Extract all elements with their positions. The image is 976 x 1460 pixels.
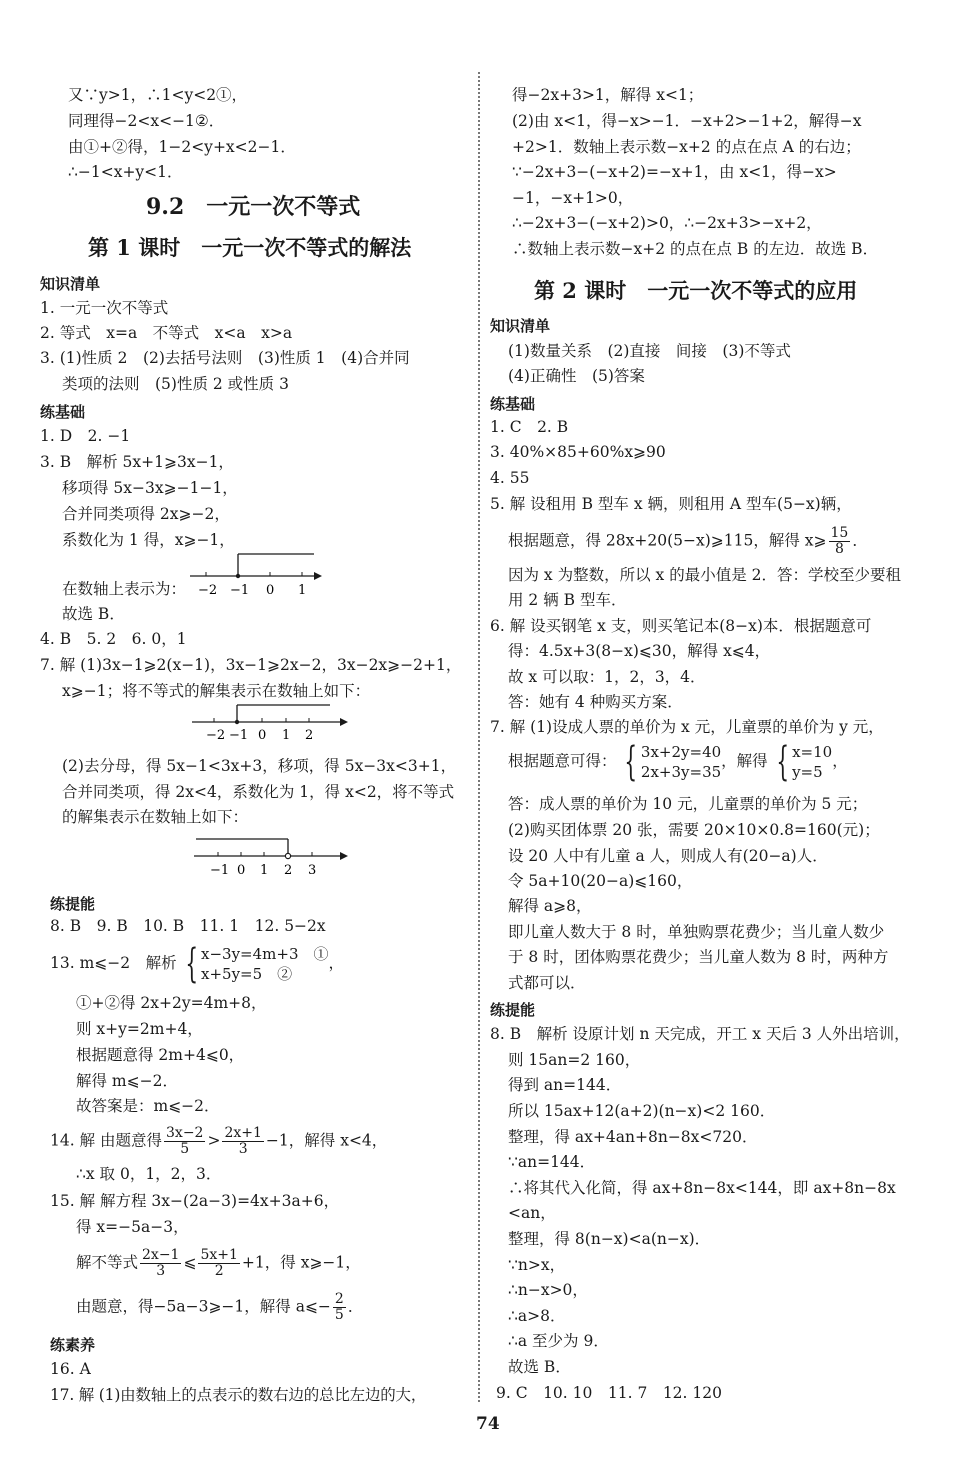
text: 由题意，得−5a−3⩾−1，解得 a⩽− <box>76 1297 331 1316</box>
text: −1，解得 x<4， <box>265 1131 388 1150</box>
text-line: 整理，得 8(n−x)<a(n−x)． <box>508 1230 711 1248</box>
text-line: 故答案是：m⩽−2． <box>76 1097 220 1115</box>
text: 14. 解 由题意得 <box>50 1131 163 1150</box>
text-line: 17. 解 (1)由数轴上的点表示的数右边的总比左边的大， <box>50 1386 427 1404</box>
text-line: 15. 解 解方程 3x−(2a−3)=4x+3a+6， <box>50 1192 340 1210</box>
text-line: ∵n>x， <box>508 1256 566 1274</box>
tick-label: −1 <box>229 728 249 743</box>
text-line: 用 2 辆 B 型车． <box>508 591 627 609</box>
text-line: <an， <box>508 1204 556 1222</box>
problem-14-line <box>50 1126 387 1157</box>
number-line-2 <box>190 702 360 746</box>
equation: 3x+2y=40 <box>640 743 722 761</box>
tick-label: 2 <box>305 728 314 743</box>
brace: { <box>775 739 789 785</box>
text-line: 得 x=−5a−3， <box>76 1218 189 1236</box>
text-line: 在数轴上表示为： <box>62 580 187 598</box>
equation: x+5y=5 ② <box>201 965 293 983</box>
text-line: (4)正确性 (5)答案 <box>508 367 645 385</box>
problem-5-line <box>508 526 868 557</box>
lesson2-title: 第 2 课时 一元一次不等式的应用 <box>534 278 858 303</box>
text-line: 的解集表示在数轴上如下： <box>62 808 249 826</box>
page-number: 74 <box>476 1414 500 1434</box>
text-line: 8. B 9. B 10. B 11. 1 12. 5−2x <box>50 917 326 935</box>
text: +1，得 x⩾−1， <box>241 1253 361 1272</box>
text-line: ①+②得 2x+2y=4m+8， <box>76 994 267 1012</box>
fraction <box>140 1248 181 1279</box>
text-line: ∴−2x+3−(−x+2)>0，∴−2x+3>−x+2， <box>512 214 822 232</box>
fraction <box>222 1126 263 1157</box>
numerator: 2x−1 <box>142 1247 180 1263</box>
text-line: 系数化为 1 得，x⩾−1， <box>62 531 235 549</box>
fraction <box>164 1126 205 1157</box>
text-line: +2>1．数轴上表示数−x+2 的点在点 A 的右边； <box>512 138 861 156</box>
text: > <box>207 1131 221 1150</box>
text-line: 2. 等式 x=a 不等式 x<a x>a <box>40 324 293 342</box>
text-line: 6. 解 设买钢笔 x 支，则买笔记本(8−x)本．根据题意可 <box>490 617 872 635</box>
heading-tineng: 练提能 <box>50 895 96 913</box>
tick-label: 1 <box>298 583 307 598</box>
fraction <box>333 1292 346 1323</box>
tick-label: −2 <box>206 728 226 743</box>
numerator: 3x−2 <box>166 1125 204 1141</box>
text: ⩽ <box>183 1253 197 1272</box>
text: 根据题意，得 28x+20(5−x)⩾115，解得 x⩾ <box>508 531 827 550</box>
text: 根据题意可得： <box>508 752 617 770</box>
tick-label: 1 <box>282 728 291 743</box>
text-line: 得−2x+3>1，解得 x<1； <box>512 86 704 104</box>
equation-system <box>201 944 329 984</box>
text: ，解得 <box>721 752 768 770</box>
text-line: 得到 an=144． <box>508 1076 622 1094</box>
text-line: 又∵y>1，∴1<y<2①， <box>68 86 248 104</box>
heading-zhishi: 知识清单 <box>490 317 551 335</box>
text-line: 3. 40%×85+60%x⩾90 <box>490 443 666 461</box>
tick-label: 1 <box>260 863 269 878</box>
text-line: 设 20 人中有儿童 a 人，则成人有(20−a)人． <box>508 847 828 865</box>
lesson1-title: 第 1 课时 一元一次不等式的解法 <box>88 235 412 260</box>
text: 解不等式 <box>76 1253 139 1272</box>
text-line: 根据题意得 2m+4⩽0， <box>76 1046 245 1064</box>
text-line: 即儿童人数大于 8 时，单独购票花费少；当儿童人数少 <box>508 923 885 941</box>
text-line: 则 x+y=2m+4， <box>76 1020 203 1038</box>
numerator: 2 <box>334 1291 344 1307</box>
problem-15-inequality <box>76 1248 361 1279</box>
text-line: (2)由 x<1，得−x>−1．−x+2>−1+2，解得−x <box>512 112 862 130</box>
heading-zhishi: 知识清单 <box>40 275 101 293</box>
text-line: 则 15an=2 160， <box>508 1051 641 1069</box>
text-line: 7. 解 (1)3x−1⩾2(x−1)，3x−1⩾2x−2，3x−2x⩾−2+1， <box>40 656 462 674</box>
problem-7-system-line <box>508 739 848 785</box>
text-line: 式都可以． <box>508 974 586 992</box>
text: ， <box>832 752 848 770</box>
text-line: ∴x 取 0，1，2，3． <box>76 1165 222 1183</box>
brace: { <box>624 739 638 785</box>
text-line: 整理，得 ax+4an+8n−8x<720． <box>508 1128 758 1146</box>
text-line: ∴n−x>0， <box>508 1281 588 1299</box>
text-line: 合并同类项得 2x⩾−2， <box>62 505 230 523</box>
denominator: 2 <box>214 1263 224 1279</box>
text: ． <box>852 531 868 550</box>
heading-tineng: 练提能 <box>490 1001 536 1019</box>
tick-label: −1 <box>210 863 230 878</box>
equation-system <box>641 742 721 782</box>
problem-15-result <box>76 1292 363 1323</box>
section-title: 9.2 一元一次不等式 <box>146 194 361 220</box>
text-line: 1. D 2. −1 <box>40 427 131 445</box>
text-line: 3. (1)性质 2 (2)去括号法则 (3)性质 1 (4)合并同 <box>40 349 410 367</box>
text-line: 解得 m⩽−2． <box>76 1072 178 1090</box>
heading-jichu: 练基础 <box>490 395 536 413</box>
text-line: ∴−1<x+y<1． <box>68 163 183 181</box>
text-line: 故选 B． <box>62 605 125 623</box>
fraction <box>198 1248 239 1279</box>
text-line: −1，−x+1>0， <box>512 189 634 207</box>
column-divider <box>478 72 480 1402</box>
text-line: 16. A <box>50 1360 91 1378</box>
text-line: ∴将其代入化简，得 ax+8n−8x<144，即 ax+8n−8x <box>508 1179 896 1197</box>
text-line: ∵−2x+3−(−x+2)=−x+1，由 x<1，得−x> <box>512 163 837 181</box>
text-line: 所以 15ax+12(a+2)(n−x)<2 160． <box>508 1102 776 1120</box>
text: ． <box>347 1297 364 1316</box>
equation: 2x+3y=35 <box>640 763 722 781</box>
text: ， <box>328 954 345 972</box>
text-line: 同理得−2<x<−1②． <box>68 112 225 130</box>
tick-label: 0 <box>266 583 275 598</box>
text-line: 8. B 解析 设原计划 n 天完成，开工 x 天后 3 人外出培训， <box>490 1025 910 1043</box>
text-line: 类项的法则 (5)性质 2 或性质 3 <box>62 375 289 393</box>
text-line: ∵an=144． <box>508 1153 596 1171</box>
equation: y=5 <box>792 763 823 781</box>
problem-13-line <box>50 941 345 987</box>
solution-system <box>792 742 832 782</box>
denominator: 5 <box>334 1307 344 1323</box>
tick-label: 0 <box>237 863 246 878</box>
numerator: 2x+1 <box>224 1125 262 1141</box>
text-line: 5. 解 设租用 B 型车 x 辆，则租用 A 型车(5−x)辆， <box>490 495 852 513</box>
text-line: 于 8 时，团体购票花费少；当儿童人数为 8 时，两种方 <box>508 948 889 966</box>
brace: { <box>184 941 198 987</box>
text-line: (2)购买团体票 20 张，需要 20×10×0.8=160(元)； <box>508 821 880 839</box>
denominator: 8 <box>834 541 844 557</box>
text-line: 1. C 2. B <box>490 418 569 436</box>
text-line: 移项得 5x−3x⩾−1−1， <box>62 479 238 497</box>
text-line: ∴a>8． <box>508 1307 566 1325</box>
tick-label: −2 <box>198 583 218 598</box>
text-line: 答：她有 4 种购买方案． <box>508 693 683 711</box>
text-line: 7. 解 (1)设成人票的单价为 x 元，儿童票的单价为 y 元， <box>490 718 884 736</box>
text-line: 9. C 10. 10 11. 7 12. 120 <box>496 1384 722 1402</box>
text-line: 得：4.5x+3(8−x)⩽30，解得 x⩽4， <box>508 642 771 660</box>
text-line: (2)去分母，得 5x−1<3x+3，移项，得 5x−3x<3+1， <box>62 757 457 775</box>
text-line: 解得 a⩾8， <box>508 897 592 915</box>
text-line: 合并同类项，得 2x<4，系数化为 1，得 x<2，将不等式 <box>62 783 455 801</box>
number-line-1 <box>186 550 326 602</box>
text: 13. m⩽−2 解析 <box>50 954 177 972</box>
tick-label: 3 <box>308 863 317 878</box>
text-line: 4. B 5. 2 6. 0，1 <box>40 630 187 648</box>
text-line: x⩾−1；将不等式的解集表示在数轴上如下： <box>62 682 371 700</box>
text-line: 1. 一元一次不等式 <box>40 299 169 317</box>
text-line: 由①+②得，1−2<y+x<2−1． <box>68 138 296 156</box>
text-line: 答：成人票的单价为 10 元，儿童票的单价为 5 元； <box>508 795 868 813</box>
text-line: ∴数轴上表示数−x+2 的点在点 B 的左边．故选 B． <box>512 240 879 258</box>
tick-label: −1 <box>230 583 250 598</box>
text-line: (1)数量关系 (2)直接 间接 (3)不等式 <box>508 342 791 360</box>
text-line: ∴a 至少为 9． <box>508 1332 609 1350</box>
text-line: 因为 x 为整数，所以 x 的最小值是 2．答：学校至少要租 <box>508 566 901 584</box>
heading-jichu: 练基础 <box>40 403 86 421</box>
equation: x−3y=4m+3 ① <box>201 945 329 963</box>
text-line: 令 5a+10(20−a)⩽160， <box>508 872 693 890</box>
tick-label: 2 <box>284 863 293 878</box>
text-line: 4. 55 <box>490 469 530 487</box>
tick-label: 0 <box>258 728 267 743</box>
heading-suyang: 练素养 <box>50 1336 96 1354</box>
text-line: 3. B 解析 5x+1⩾3x−1， <box>40 453 234 471</box>
numerator: 5x+1 <box>200 1247 238 1263</box>
denominator: 3 <box>156 1263 166 1279</box>
number-line-3 <box>192 834 362 880</box>
denominator: 3 <box>238 1141 248 1157</box>
numerator: 15 <box>830 525 849 541</box>
text-line: 故选 B． <box>508 1358 571 1376</box>
fraction <box>829 526 851 557</box>
text-line: 故 x 可以取：1，2，3，4． <box>508 668 706 686</box>
denominator: 5 <box>180 1141 190 1157</box>
equation: x=10 <box>792 743 833 761</box>
